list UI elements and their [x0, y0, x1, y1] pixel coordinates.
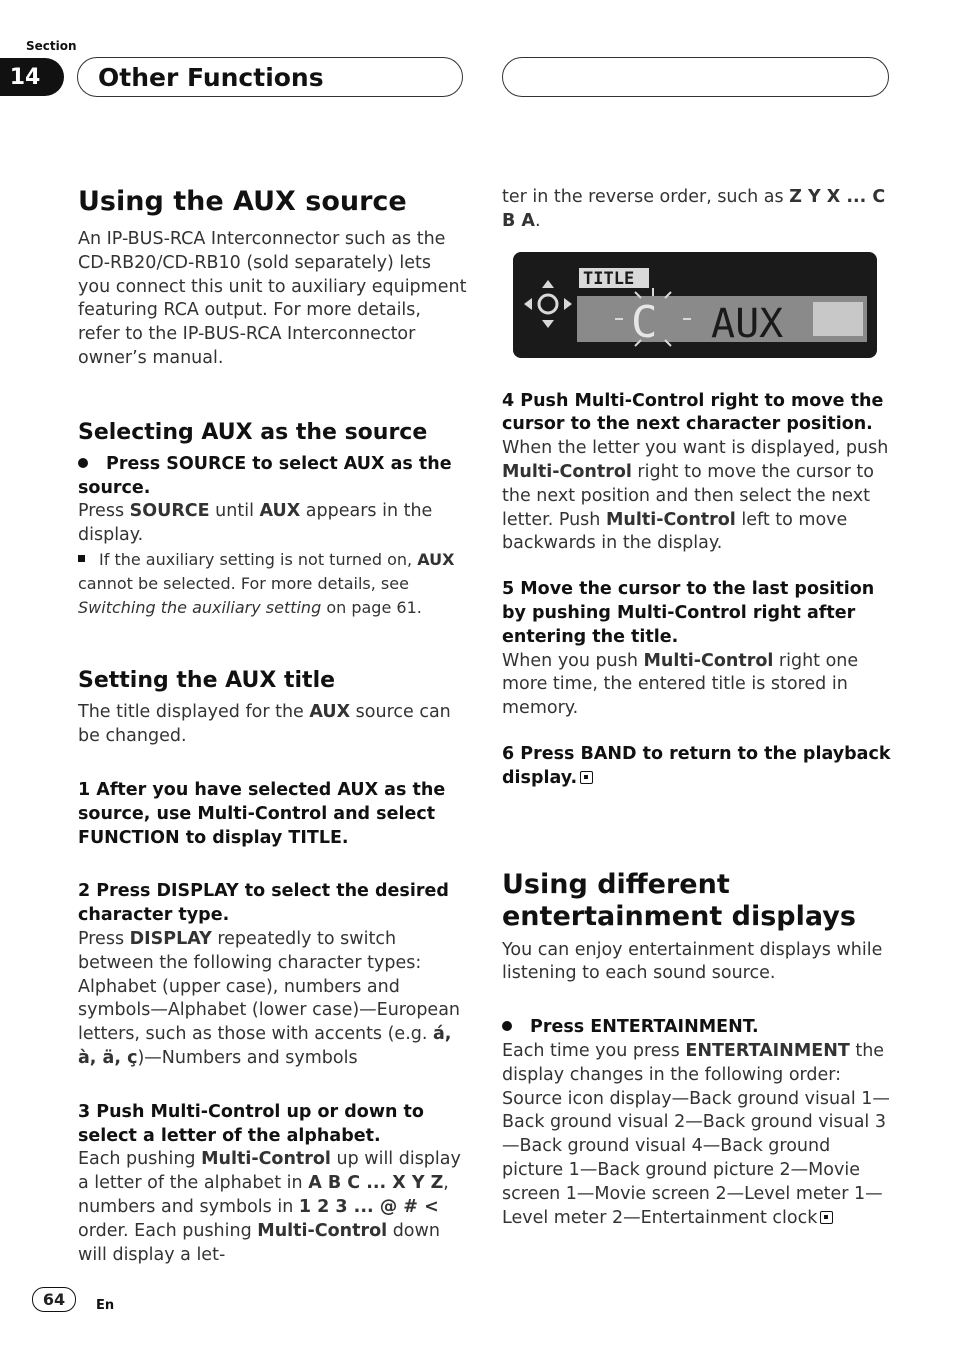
language-code: En: [96, 1298, 115, 1313]
step-4: 4 Push Multi-Control right to move the cursor to the next character position.: [502, 390, 884, 435]
right-column: [502, 186, 892, 1230]
lcd-cursor-char: C: [631, 296, 658, 348]
lcd-title-tag: TITLE: [583, 268, 635, 289]
step-3-continued: ter in the reverse order, such as Z Y X ... C B A.: [502, 187, 886, 231]
section-number: 14: [0, 58, 64, 96]
step-2-body: Press DISPLAY repeatedly to switch between the following character types:: [78, 928, 422, 973]
entertainment-intro: You can enjoy entertainment displays while listening to each sound source.: [502, 939, 883, 984]
chapter-title: [77, 57, 463, 97]
aux-intro: An IP-BUS-RCA Interconnector such as the CD-RB20/CD-RB10 (sold separately) lets you connect this unit to auxiliary equipment featuring RCA output. For more details, refer to the IP-BUS-RCA Interconnector owner’s manual.: [78, 229, 467, 368]
step-4-body: When the letter you want is displayed, push Multi-Control right to move the cursor to the next position and then select the next letter. Push Multi-Control left to move backwards in the display.: [502, 438, 889, 554]
bullet-dot: [78, 458, 88, 468]
entertainment-body: Each time you press ENTERTAINMENT the display changes in the following order:: [502, 1040, 885, 1085]
step-6: 6 Press BAND to return to the playback display.: [502, 743, 891, 788]
note-square-icon: [78, 555, 85, 562]
step-3-body: Each pushing Multi-Control up will display a letter of the alphabet in A B C ... X Y Z, numbers and symbols in 1 2 3 ... @ # < order. Each pushing Multi-Control down will display a let-: [78, 1149, 461, 1265]
title-body: The title displayed for the AUX source can be changed.: [78, 702, 451, 747]
select-bullet-text: Press SOURCE to select AUX as the source.: [78, 453, 452, 498]
heading-using-aux: Using the AUX source: [78, 186, 407, 217]
chapter-title-text: Other Functions: [98, 62, 324, 92]
header-pill-empty: [502, 57, 889, 97]
entertainment-order: Source icon display—Back ground visual 1—Back ground visual 2—Back ground visual 3—Back ground visual 4—Back ground picture 1—Back ground picture 2—Movie screen 1—Movie screen 2—Level meter 1—Level meter 2—Entertainment clock: [502, 1088, 890, 1228]
multi-control-icon: [524, 280, 572, 328]
entertainment-bullet-text: Press ENTERTAINMENT.: [530, 1017, 759, 1038]
heading-entertainment: Using different entertainment displays: [502, 868, 856, 932]
step-5: 5 Move the cursor to the last position by pushing Multi-Control right after entering the title.: [502, 579, 875, 647]
step-5-body: When you push Multi-Control right one more time, the entered title is stored in memory.: [502, 650, 859, 719]
lcd-display-illustration: [513, 252, 877, 358]
heading-selecting-aux: Selecting AUX as the source: [78, 419, 428, 445]
step-2: 2 Press DISPLAY to select the desired character type.: [78, 881, 449, 926]
section-label: Section: [26, 39, 77, 53]
end-mark-icon: [820, 1211, 833, 1224]
step-1: 1 After you have selected AUX as the source, use Multi-Control and select FUNCTION to display TITLE.: [78, 779, 446, 848]
heading-setting-aux-title: Setting the AUX title: [78, 668, 336, 694]
select-note: If the auxiliary setting is not turned on, AUX cannot be selected. For more details, see Switching the auxiliary setting on page 61.: [78, 549, 455, 617]
lcd-svg: [513, 252, 877, 358]
left-column: [78, 186, 468, 1267]
step-2-body-types: Alphabet (upper case), numbers and symbols—Alphabet (lower case)—European letters, such as those with accents (e.g. á, à, ä, ç)—Numbers and symbols: [78, 976, 461, 1068]
step-3: 3 Push Multi-Control up or down to select a letter of the alphabet.: [78, 1101, 424, 1146]
end-mark-icon: [580, 771, 593, 784]
select-bullet: [78, 453, 468, 501]
entertainment-bullet: [502, 1016, 892, 1040]
select-body: Press SOURCE until AUX appears in the display.: [78, 501, 433, 546]
lcd-source-text: AUX: [711, 300, 784, 347]
page-number: 64: [32, 1287, 76, 1312]
bullet-dot: [502, 1021, 512, 1031]
